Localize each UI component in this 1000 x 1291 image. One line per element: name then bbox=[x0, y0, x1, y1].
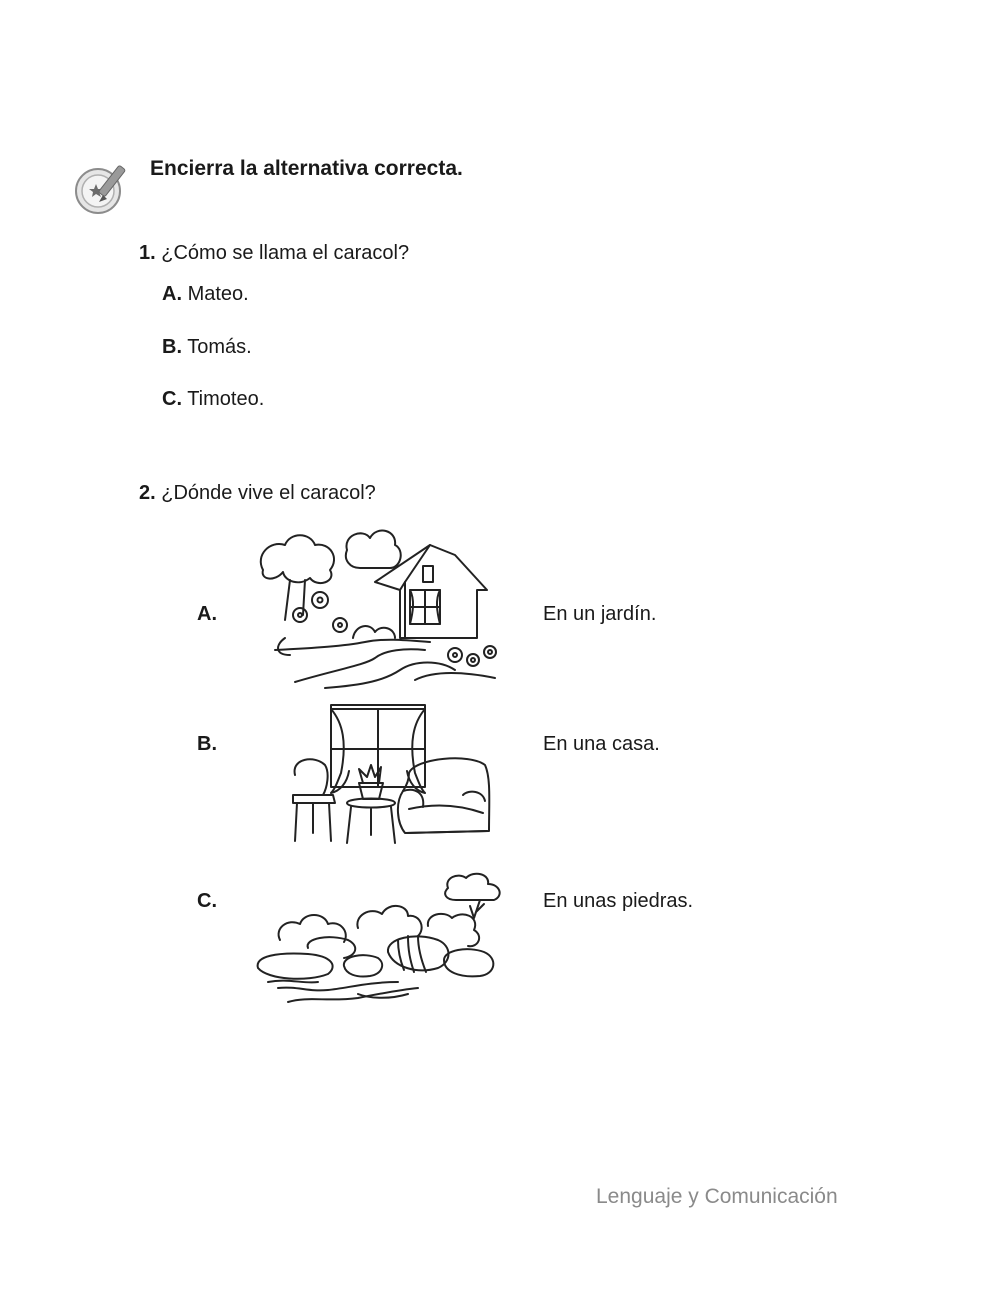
q2-option-c-text[interactable]: En unas piedras. bbox=[543, 890, 694, 912]
q1-option-b[interactable]: B. Tomás. bbox=[162, 336, 252, 358]
instruction-text: Encierra la alternativa correcta. bbox=[150, 157, 463, 180]
pencil-star-icon bbox=[72, 158, 138, 220]
q1-option-c[interactable]: C. Timoteo. bbox=[162, 388, 265, 410]
question-1-number: 1. bbox=[139, 242, 156, 264]
question-2-text: ¿Dónde vive el caracol? bbox=[161, 482, 376, 504]
q2-option-c-letter[interactable]: C. bbox=[197, 890, 217, 912]
question-2-number: 2. bbox=[139, 482, 156, 504]
q2-option-a-text[interactable]: En un jardín. bbox=[543, 603, 657, 625]
q2-option-b-text[interactable]: En una casa. bbox=[543, 733, 660, 755]
q1-option-a[interactable]: A. Mateo. bbox=[162, 283, 249, 305]
garden-house-drawing[interactable] bbox=[255, 520, 505, 690]
question-1-text: ¿Cómo se llama el caracol? bbox=[161, 242, 410, 264]
rocks-stream-drawing[interactable] bbox=[248, 870, 523, 1010]
living-room-drawing[interactable] bbox=[285, 703, 495, 848]
question-2 bbox=[139, 482, 376, 505]
question-1 bbox=[139, 242, 409, 265]
q2-option-a-letter[interactable]: A. bbox=[197, 603, 217, 625]
footer-subject: Lenguaje y Comunicación bbox=[596, 1185, 838, 1208]
q2-option-b-letter[interactable]: B. bbox=[197, 733, 217, 755]
